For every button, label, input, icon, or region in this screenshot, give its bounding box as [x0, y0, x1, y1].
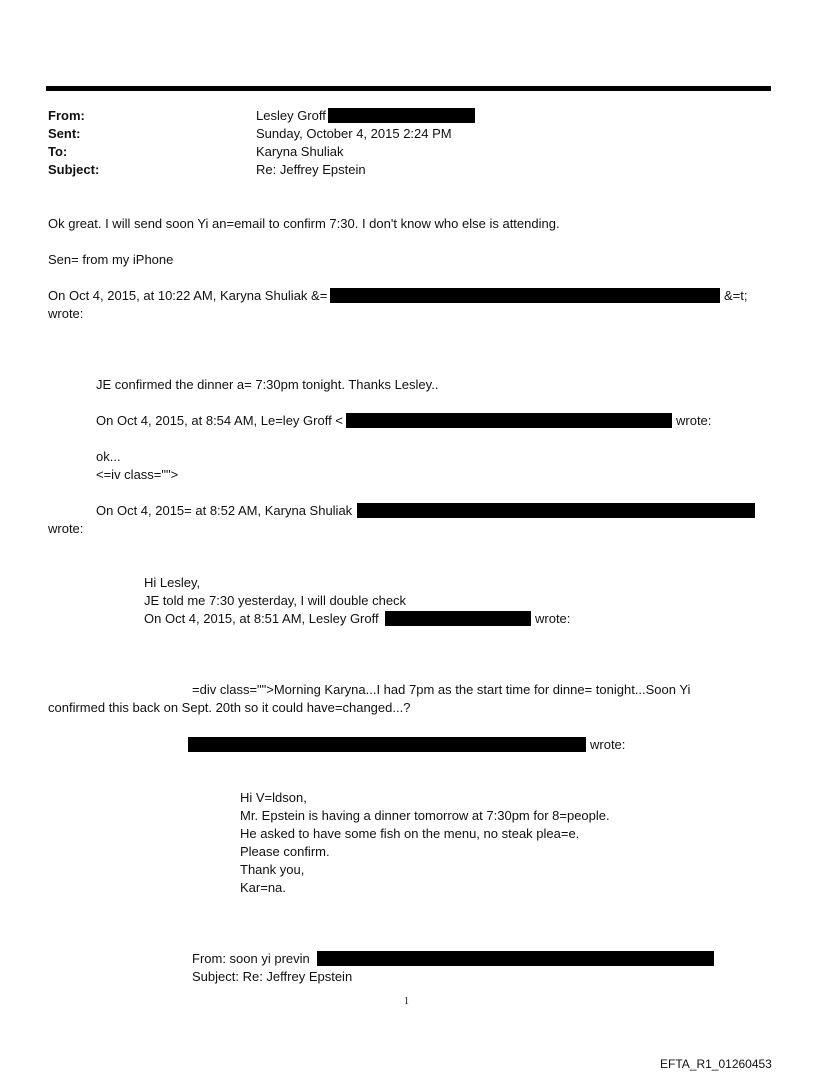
- quote2-suffix: wrote:: [676, 413, 712, 428]
- header-rule: [46, 86, 771, 91]
- from-label: From:: [48, 108, 85, 123]
- to-value: Karyna Shuliak: [256, 144, 344, 159]
- page-number: 1: [404, 996, 409, 1007]
- to-label: To:: [48, 144, 68, 159]
- redaction-box: [385, 611, 531, 626]
- body-line-mr-epstein: Mr. Epstein is having a dinner tomorrow at 7:30pm for 8=people.: [240, 808, 610, 823]
- quote1-suffix: &=t;: [724, 288, 748, 303]
- body-line-please: Please confirm.: [240, 844, 330, 859]
- redaction-box: [357, 503, 755, 518]
- sent-label: Sent:: [48, 126, 81, 141]
- quote5-suffix: wrote:: [590, 737, 626, 752]
- body-line-je-told: JE told me 7:30 yesterday, I will double check: [144, 593, 407, 608]
- document-id: EFTA_R1_01260453: [660, 1057, 772, 1071]
- body-line-hi-valdson: Hi V=ldson,: [240, 790, 307, 805]
- body-line-morning: =div class="">Morning Karyna...I had 7pm as the start time for dinne= tonight...Soon Yi: [192, 682, 691, 697]
- body-line-confirmed-back: confirmed this back on Sept. 20th so it could have=changed...?: [48, 700, 411, 715]
- redaction-box: [330, 288, 720, 303]
- from-value: Lesley Groff: [256, 108, 326, 123]
- quote1-wrote: wrote:: [48, 306, 84, 321]
- body-line-fish: He asked to have some fish on the menu, no steak plea=e.: [240, 826, 580, 841]
- redaction-box: [328, 108, 475, 123]
- body-line-subject-re: Subject: Re: Jeffrey Epstein: [192, 969, 353, 984]
- redaction-box: [188, 737, 586, 752]
- body-line-hi-lesley: Hi Lesley,: [144, 575, 201, 590]
- body-line-thanks: Thank you,: [240, 862, 305, 877]
- redaction-box: [317, 951, 714, 966]
- body-line-ok: ok...: [96, 449, 121, 464]
- subject-label: Subject:: [48, 162, 100, 177]
- body-line-je-confirmed: JE confirmed the dinner a= 7:30pm tonight. Thanks Lesley..: [96, 377, 439, 392]
- body-line-confirm: Ok great. I will send soon Yi an=email to confirm 7:30. I don't know who else is attending.: [48, 216, 560, 231]
- body-line-div-tag: <=iv class="">: [96, 467, 179, 482]
- sent-value: Sunday, October 4, 2015 2:24 PM: [256, 126, 452, 141]
- quote2-prefix: On Oct 4, 2015, at 8:54 AM, Le=ley Groff <: [96, 413, 343, 428]
- quote4-prefix: On Oct 4, 2015, at 8:51 AM, Lesley Groff: [144, 611, 379, 626]
- subject-value: Re: Jeffrey Epstein: [256, 162, 366, 177]
- body-line-from-soon-yi: From: soon yi previn: [192, 951, 310, 966]
- body-line-signature: Kar=na.: [240, 880, 286, 895]
- quote1-prefix: On Oct 4, 2015, at 10:22 AM, Karyna Shuliak &=: [48, 288, 328, 303]
- quote3-wrote: wrote:: [48, 521, 84, 536]
- quote3-prefix: On Oct 4, 2015= at 8:52 AM, Karyna Shuliak: [96, 503, 353, 518]
- quote4-suffix: wrote:: [535, 611, 571, 626]
- body-line-iphone: Sen= from my iPhone: [48, 252, 174, 267]
- redaction-box: [346, 413, 672, 428]
